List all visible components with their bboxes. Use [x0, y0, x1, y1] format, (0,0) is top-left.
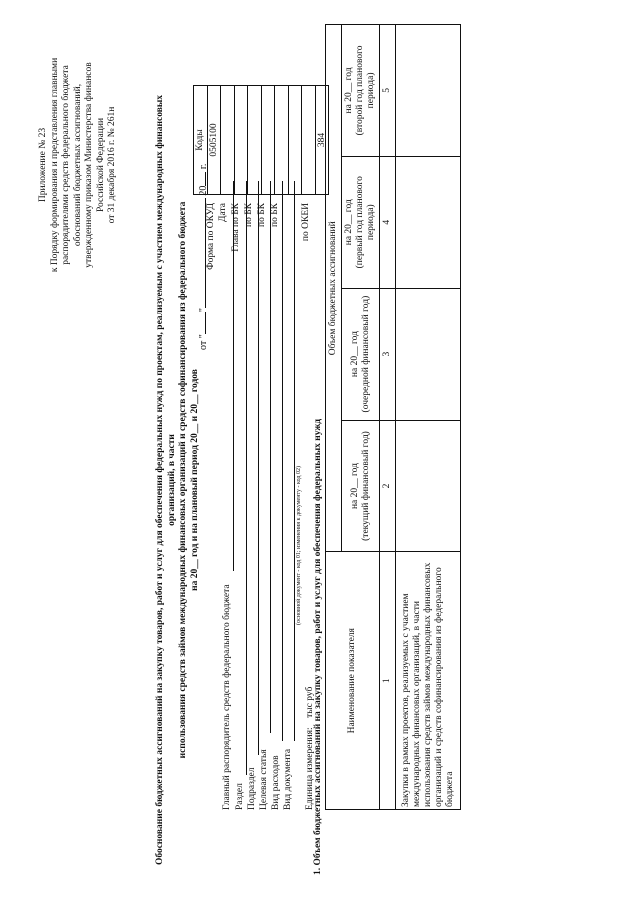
codes-header: Коды	[194, 86, 208, 195]
field-label-expense-type: Вид расходов	[271, 755, 281, 810]
code-chapter-value	[234, 86, 248, 195]
cell-value	[396, 288, 461, 420]
date-suffix: г.	[198, 163, 209, 170]
header-year-plan-1	[342, 156, 380, 288]
col-year-label: на 20__ год	[349, 331, 360, 378]
col-number: 3	[380, 288, 396, 420]
field-label-doc-type: Вид документа	[283, 748, 293, 810]
budget-table	[325, 24, 461, 810]
appendix-line: распорядителями средств федерального бюджета	[61, 65, 71, 265]
code-okei-value: 384	[315, 86, 329, 195]
col-number: 5	[380, 25, 396, 157]
date-day-blank	[205, 312, 206, 334]
unit-label-text: Единица измерения:	[305, 727, 315, 810]
header-year-next	[342, 288, 380, 420]
field-label-target-item: Целевая статья	[259, 749, 269, 810]
appendix-line: обоснований бюджетных ассигнований,	[72, 83, 83, 247]
code-empty-value	[302, 86, 316, 195]
col-year-note: (текущий финансовый год)	[360, 431, 371, 541]
codes-table	[193, 85, 329, 195]
code-bk-value	[275, 86, 289, 195]
row-label-purchases: Закупки в рамках проектов, реализуемых с участием международных финансовых организаций, в части использования средств займов международных финансовых организаций и средств софинансирования из федерального бюджета	[396, 552, 461, 810]
field-label-section: Раздел	[235, 783, 245, 810]
appendix-line: Российской Федерации	[95, 117, 106, 213]
appendix-number: Приложение № 23	[38, 127, 48, 203]
header-year-plan-2	[342, 25, 380, 157]
appendix-line: утвержденному приказом Министерства финансов	[84, 62, 94, 268]
code-bk-value	[261, 86, 275, 195]
date-prefix: от "	[198, 334, 209, 350]
field-label-subsection: Подраздел	[247, 767, 257, 810]
document-title	[155, 85, 201, 875]
field-label-grbs: Главный распорядитель средств федерального бюджета	[222, 584, 232, 810]
code-bk-value	[248, 86, 262, 195]
appendix-block	[38, 15, 119, 315]
col-year-note: (первый год планового периода)	[355, 176, 376, 269]
date-year: 20	[198, 185, 209, 196]
col-year-label: на 20__ год	[344, 199, 354, 246]
col-number: 2	[380, 420, 396, 552]
code-date-value	[221, 86, 235, 195]
doc-type-note: (основной документ - код 01; изменения к документу - код 02)	[296, 466, 302, 625]
header-budget-volume: Объем бюджетных ассигнований	[326, 25, 342, 552]
col-year-label: на 20__ год	[349, 463, 360, 510]
code-label-okud: Форма по ОКУД	[206, 203, 216, 270]
title-line-3: на 20__ год и на плановый период 20__ и 20__ годов	[189, 369, 200, 591]
code-label-date: Дата	[218, 203, 228, 222]
cell-value	[396, 25, 461, 157]
col-number: 1	[380, 552, 396, 810]
unit-value: тыс руб	[305, 686, 315, 718]
code-label-chapter: Глава по БК	[231, 203, 241, 252]
code-empty-value	[288, 86, 302, 195]
code-okud-value: 0505100	[207, 86, 221, 195]
col-year-label: на 20__ год	[344, 67, 354, 114]
appendix-line: от 31 декабря 2016 г. № 261н	[107, 106, 117, 224]
code-label-bk: по БК	[270, 203, 280, 228]
section-1-heading: 1. Объем бюджетных ассигнований на закупку товаров, работ и услуг для обеспечения федеральных нужд	[313, 418, 323, 875]
field-line	[282, 181, 283, 741]
title-line-1: Обоснование бюджетных ассигнований на закупку товаров, работ и услуг для обеспечения федеральных нужд по проектам, реализуемым с участием международных финансовых организаций, в части	[155, 94, 177, 866]
field-line	[294, 181, 295, 741]
code-label-bk: по БК	[244, 203, 254, 228]
col-number: 4	[380, 156, 396, 288]
header-indicator-name: Наименование показателя	[326, 552, 380, 810]
cell-value	[396, 420, 461, 552]
code-label-okei: по ОКЕИ	[301, 203, 311, 242]
code-label-bk: по БК	[257, 203, 267, 228]
col-year-note: (второй год планового периода)	[355, 45, 376, 136]
header-year-current	[342, 420, 380, 552]
col-year-note: (очередной финансовый год)	[360, 295, 371, 413]
cell-value	[396, 156, 461, 288]
date-mid: "	[198, 308, 209, 313]
title-line-2: использования средств займов международных финансовых организаций и средств софинансирования из федерального бюджета	[178, 201, 188, 759]
appendix-line: к Порядку формирования и представления главными	[49, 57, 60, 273]
